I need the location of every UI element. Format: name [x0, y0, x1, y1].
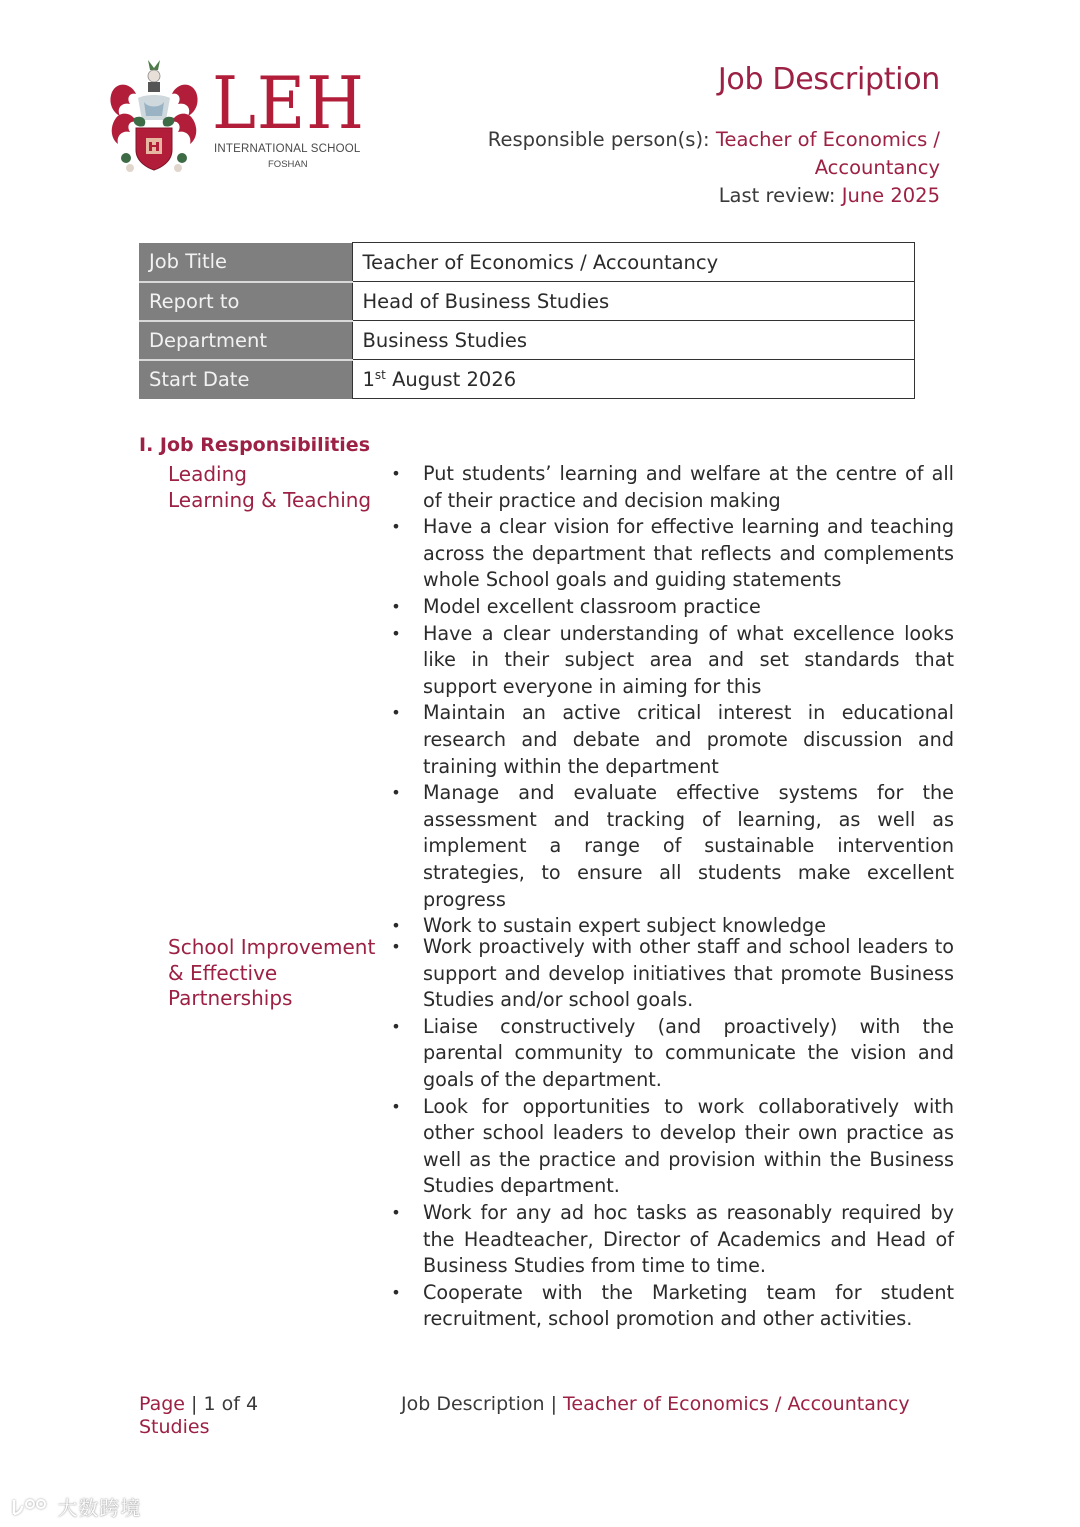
document-title: Job Description: [717, 62, 940, 97]
list-item: [390, 594, 954, 621]
group-label-line: Learning & Teaching: [168, 487, 372, 512]
bullet-list: [390, 934, 954, 1333]
group-label-line: Partnerships: [168, 986, 293, 1010]
list-item-text: Maintain an active critical interest in educational research and debate and promote discussion and training within the department: [423, 701, 954, 778]
footer-doc-label: Job Description: [401, 1393, 545, 1415]
watermark: [10, 1492, 141, 1521]
last-review-line: [480, 182, 940, 210]
list-item: [390, 1014, 954, 1094]
footer-doc-title: Teacher of Economics / Accountancy: [563, 1393, 910, 1415]
job-title-value: Teacher of Economics / Accountancy: [352, 243, 915, 282]
start-month-year: August 2026: [385, 367, 517, 391]
school-logo: [108, 58, 368, 180]
bullet-icon: •: [391, 464, 401, 483]
list-item: [390, 934, 954, 1014]
responsible-label: Responsible person(s):: [487, 128, 710, 151]
start-date-label: Start Date: [139, 360, 352, 399]
group-label: [168, 935, 378, 1012]
logo-wordmark: LEH: [212, 61, 365, 145]
last-review-value: June 2025: [841, 184, 940, 207]
list-item: [390, 461, 954, 514]
bullet-icon: •: [391, 916, 401, 936]
list-item: [390, 1094, 954, 1200]
table-row: [139, 282, 915, 321]
department-value: Business Studies: [352, 321, 915, 360]
table-row: [139, 243, 915, 282]
responsible-value: Teacher of Economics /: [715, 128, 940, 151]
page-number: 1 of 4: [203, 1393, 259, 1415]
section-heading: I. Job Responsibilities: [139, 434, 370, 456]
bullet-list: [390, 461, 954, 940]
list-item-text: Have a clear understanding of what excellence looks like in their subject area and set standards that support everyone in aiming for this: [423, 621, 954, 698]
job-title-label: Job Title: [139, 243, 352, 282]
group-label-line: Leading: [168, 462, 247, 486]
page-label: Page: [139, 1393, 185, 1415]
list-item: [390, 700, 954, 780]
footer-overflow-text: Studies: [139, 1416, 210, 1438]
bullet-icon: •: [391, 1016, 401, 1036]
list-item-text: Work for any ad hoc tasks as reasonably required by the Headteacher, Director of Academics and Head of Business Studies from time to time.: [423, 1200, 954, 1278]
school-crest-icon: [108, 58, 200, 178]
table-row: [139, 360, 915, 399]
bullet-icon: •: [391, 783, 401, 803]
list-item-text: Work to sustain expert subject knowledge: [423, 914, 827, 938]
last-review-label: Last review:: [718, 184, 836, 207]
report-to-value: Head of Business Studies: [352, 282, 915, 321]
responsible-block: [480, 126, 940, 210]
list-item-text: Look for opportunities to work collaboratively with other school leaders to develop their own practice as well as the practice and provision within the Business Studies department.: [423, 1094, 954, 1198]
bullet-icon: •: [391, 517, 401, 537]
group-label-line: School Improvement: [168, 935, 376, 959]
list-item-text: Work proactively with other staff and school leaders to support and develop initiatives that promote Business Studies and/or school goals.: [423, 935, 954, 1012]
table-row: [139, 321, 915, 360]
list-item-text: Liaise constructively (and proactively) with the parental community to communicate the vision and goals of the department.: [423, 1014, 954, 1091]
list-item: [390, 514, 954, 594]
list-item-text: Manage and evaluate effective systems for the assessment and tracking of learning, as well as implement a range of sustainable intervention strategies, to ensure all students make excellent progress: [423, 781, 954, 911]
job-info-table: [139, 242, 915, 399]
list-item-text: Model excellent classroom practice: [423, 594, 761, 618]
bullet-icon: •: [391, 937, 401, 956]
list-item: [390, 1200, 954, 1280]
footer-separator: |: [550, 1393, 557, 1415]
report-to-label: Report to: [139, 282, 352, 321]
group-label: [168, 462, 378, 513]
ordinal-suffix: st: [374, 367, 386, 382]
list-item-text: Have a clear vision for effective learning and teaching across the department that reflects and complements whole School goals and guiding statements: [423, 515, 954, 592]
page-indicator: [139, 1393, 258, 1416]
watermark-text: 大数跨境: [57, 1496, 142, 1520]
footer-separator: |: [191, 1393, 198, 1415]
start-date-value: [352, 360, 915, 399]
responsible-line: [480, 126, 940, 154]
logo-location: FOSHAN: [268, 159, 308, 170]
list-item-text: Cooperate with the Marketing team for student recruitment, school promotion and other activities.: [423, 1280, 954, 1331]
bullet-icon: •: [391, 1096, 401, 1116]
group-label-line: & Effective: [168, 960, 278, 985]
department-label: Department: [139, 321, 352, 360]
start-day: 1: [362, 367, 375, 391]
list-item: [390, 1280, 954, 1333]
page-footer-left: [139, 1393, 258, 1439]
bullet-icon: •: [391, 1282, 401, 1302]
bullet-icon: •: [391, 703, 401, 723]
list-item: [390, 621, 954, 701]
bullet-icon: •: [391, 1202, 401, 1222]
logo-subtitle: INTERNATIONAL SCHOOL: [214, 143, 361, 155]
list-item: [390, 780, 954, 913]
list-item-text: Put students’ learning and welfare at the centre of all of their practice and decision making: [423, 462, 954, 512]
bullet-icon: •: [391, 596, 401, 616]
responsible-value-cont: Accountancy: [814, 156, 940, 179]
watermark-logo-icon: [10, 1496, 50, 1518]
bullet-icon: •: [391, 623, 401, 643]
page-footer-center: [401, 1393, 910, 1416]
